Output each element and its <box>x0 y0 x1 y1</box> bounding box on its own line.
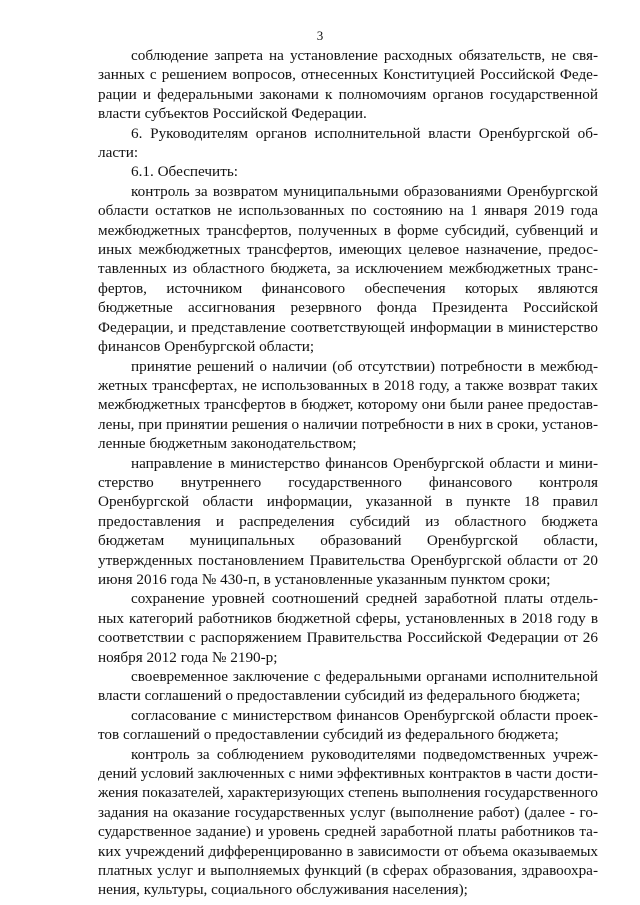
paragraph-federal-agreements: своевременное заключение с федеральными органами исполнительной власти соглашений о предоставлении субсидий из федерального бюджета; <box>98 668 598 705</box>
paragraph-effective-contracts: контроль за соблюдением руководителями подведомственных учреждений условий заключенных с ними эффективных контрактов в части достижения показателей, характеризующих степень выполнения государственного задания на оказание государственных услуг (выполнение работ) (далее - государственное задание) и уровень средней заработной платы работников таких учреждений дифференцированно в зависимости от объема оказываемых платных услуг и выполняемых функций (в сферах образования, здравоохранения, культуры, социального обслуживания населения); <box>98 745 598 899</box>
paragraph-return-control: контроль за возвратом муниципальными образованиями Оренбургской области остатков не использованных по состоянию на 1 января 2019 года межбюджетных трансфертов, полученных в форме субсидий, субвенций и иных межбюджетных трансфертов, имеющих целевое назначение, предоставленных из областного бюджета, за исключением межбюджетных трансфертов, источником финансового обеспечения которых являются бюджетные ассигнования резервного фонда Президента Российской Федерации, и представление соответствующей информации в министерство финансов Оренбургской области; <box>98 182 598 356</box>
paragraph-item-6-1: 6.1. Обеспечить: <box>131 163 238 181</box>
paragraph-item-6: 6. Руководителям органов исполнительной власти Оренбургской области: <box>98 124 598 162</box>
paragraph-agreement-approval: согласование с министерством финансов Оренбургской области проектов соглашений о предоставлении субсидий из федерального бюджета; <box>98 706 598 744</box>
paragraph-need-decisions: принятие решений о наличии (об отсутствии) потребности в межбюджетных трансфертах, не использованных в 2018 году, а также возврат таких межбюджетных трансфертов в бюджет, которому они были ранее предоставлены, при принятии решения о наличии потребности в них в сроки, установленные бюджетным законодательством; <box>98 357 598 453</box>
page-number: 3 <box>316 28 324 43</box>
paragraph-budget-restriction: соблюдение запрета на установление расходных обязательств, не связанных с решением вопросов, отнесенных Конституцией Российской Федерации и федеральными законами к полномочиям органов государственной власти субъектов Российской Федерации. <box>98 47 598 123</box>
paragraph-salary-ratios: сохранение уровней соотношений средней заработной платы отдельных категорий работников бюджетной сферы, установленных в 2018 году в соответствии с распоряжением Правительства Российской Федерации от 26 ноября 2012 года № 2190-р; <box>98 590 598 666</box>
document-body <box>98 46 598 900</box>
paragraph-information-submission: направление в министерство финансов Оренбургской области и министерство внутреннего государственного финансового контроля Оренбургской области информации, указанной в пункте 18 правил предоставления и распределения субсидий из областного бюджета бюджетам муниципальных образований Оренбургской области, утвержденных постановлением Правительства Оренбургской области от 20 июня 2016 года № 430-п, в установленные указанным пунктом сроки; <box>98 454 598 588</box>
